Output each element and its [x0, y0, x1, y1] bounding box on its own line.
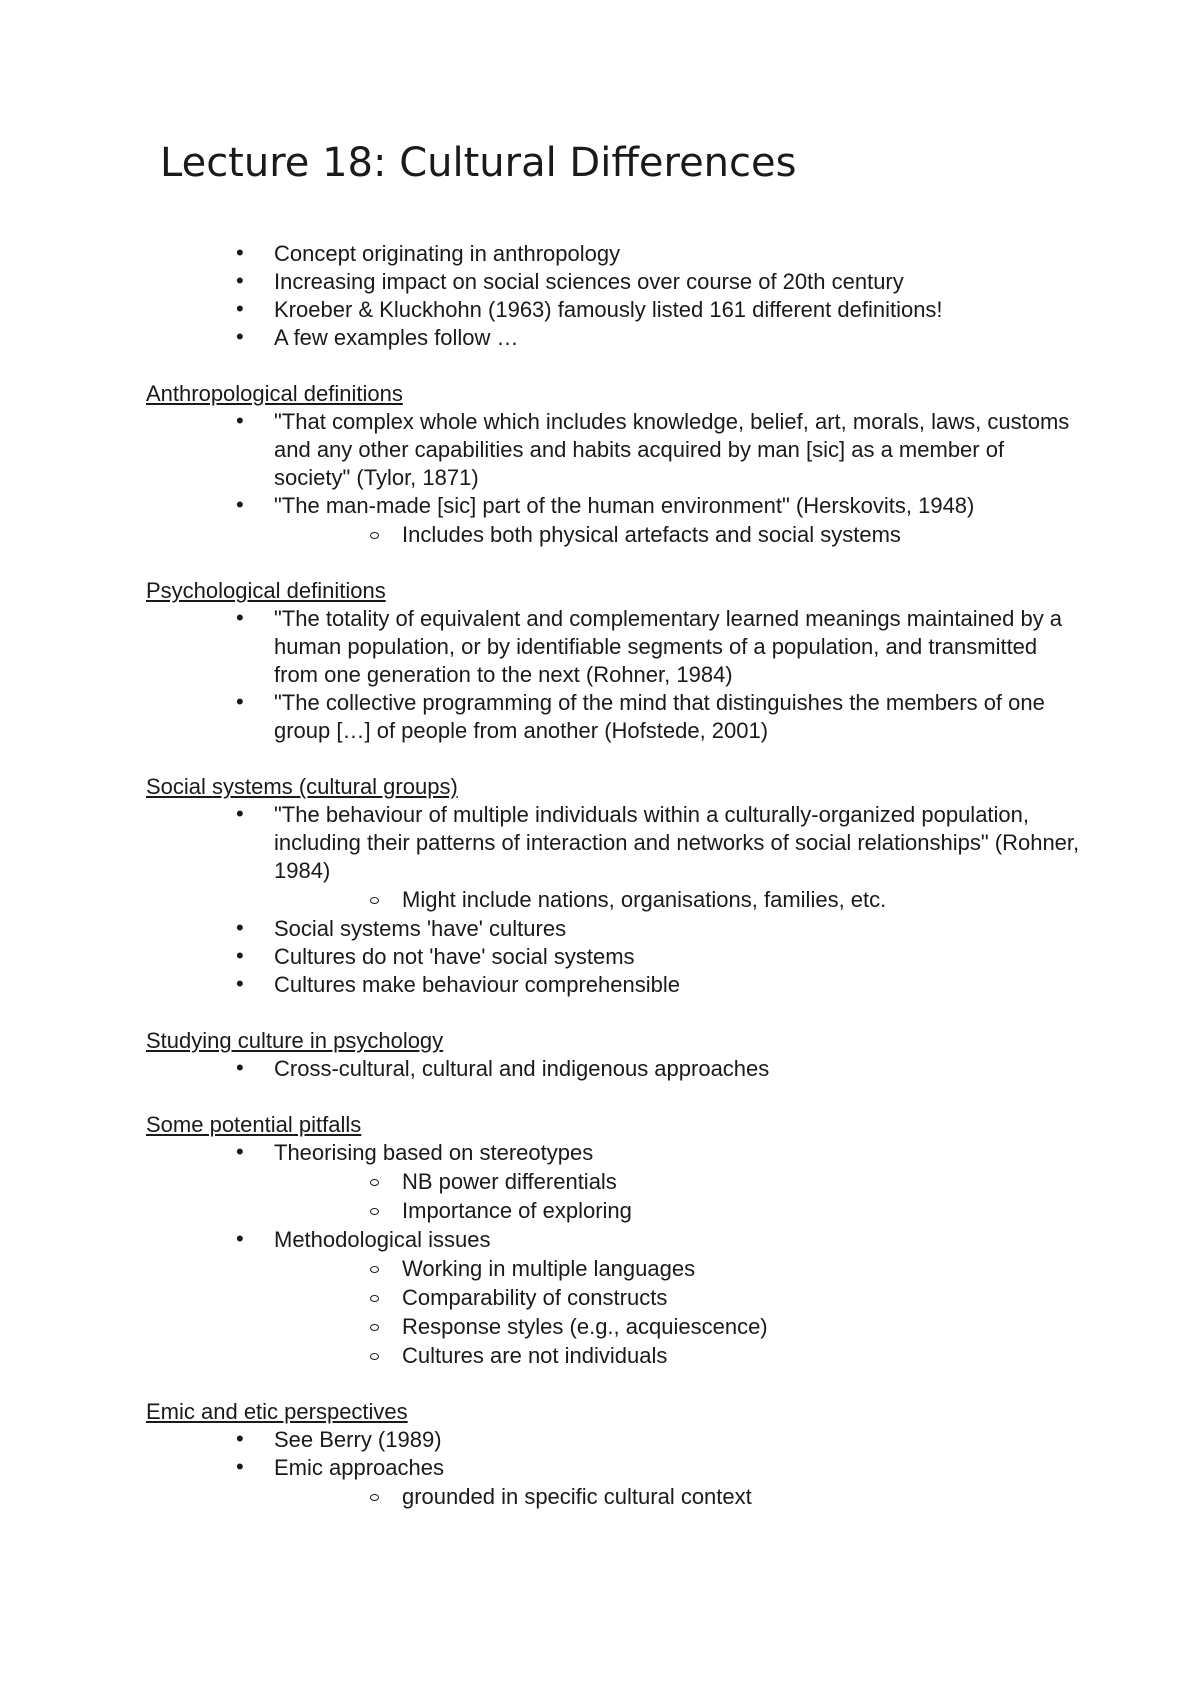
list-item: • "The collective programming of the mind that distinguishes the members of one group […] of people from another (Hofstede, 2001)	[146, 689, 1086, 745]
list-item: • Increasing impact on social sciences over course of 20th century	[146, 268, 1086, 296]
sub-list-item: Cultures are not individuals	[146, 1342, 1086, 1370]
document-body	[146, 240, 1086, 1512]
list-item: • Theorising based on stereotypes	[146, 1139, 1086, 1167]
sub-list-item: Working in multiple languages	[146, 1255, 1086, 1283]
section-heading: Anthropological definitions	[146, 381, 403, 406]
sections	[146, 380, 1086, 1511]
sub-list-item: Response styles (e.g., acquiescence)	[146, 1313, 1086, 1341]
sub-list-item: Includes both physical artefacts and social systems	[146, 521, 1086, 549]
list-item: • "The behaviour of multiple individuals within a culturally-organized population, including their patterns of interaction and networks of social relationships" (Rohner, 1984)	[146, 801, 1086, 885]
list-item: • Cultures do not 'have' social systems	[146, 943, 1086, 971]
list-item: • Concept originating in anthropology	[146, 240, 1086, 268]
page-title: Lecture 18: Cultural Differences	[160, 140, 797, 186]
list-item: • Methodological issues	[146, 1226, 1086, 1254]
section-heading: Emic and etic perspectives	[146, 1399, 408, 1424]
sub-list-item: NB power differentials	[146, 1168, 1086, 1196]
section-list	[146, 1139, 1086, 1370]
list-item: • "The totality of equivalent and complementary learned meanings maintained by a human population, or by identifiable segments of a population, and transmitted from one generation to the next (Rohner, 1984)	[146, 605, 1086, 689]
list-item: • Cultures make behaviour comprehensible	[146, 971, 1086, 999]
sub-list-item: Importance of exploring	[146, 1197, 1086, 1225]
sub-list-item: Might include nations, organisations, families, etc.	[146, 886, 1086, 914]
list-item: • "That complex whole which includes knowledge, belief, art, morals, laws, customs and any other capabilities and habits acquired by man [sic] as a member of society" (Tylor, 1871)	[146, 408, 1086, 492]
section-heading: Social systems (cultural groups)	[146, 774, 458, 799]
list-item: • Emic approaches	[146, 1454, 1086, 1482]
list-item: • Cross-cultural, cultural and indigenous approaches	[146, 1055, 1086, 1083]
section-heading: Some potential pitfalls	[146, 1112, 362, 1137]
section-heading: Studying culture in psychology	[146, 1028, 444, 1053]
section-list	[146, 1055, 1086, 1083]
list-item: • "The man-made [sic] part of the human environment" (Herskovits, 1948)	[146, 492, 1086, 520]
list-item: • Kroeber & Kluckhohn (1963) famously listed 161 different definitions!	[146, 296, 1086, 324]
list-item: • See Berry (1989)	[146, 1426, 1086, 1454]
sub-list-item: Comparability of constructs	[146, 1284, 1086, 1312]
section-list	[146, 605, 1086, 745]
section-list	[146, 1426, 1086, 1511]
section-list	[146, 801, 1086, 999]
list-item: • Social systems 'have' cultures	[146, 915, 1086, 943]
intro-list	[146, 240, 1086, 352]
section-heading: Psychological definitions	[146, 578, 386, 603]
section-list	[146, 408, 1086, 549]
sub-list-item: grounded in specific cultural context	[146, 1483, 1086, 1511]
list-item: • A few examples follow …	[146, 324, 1086, 352]
